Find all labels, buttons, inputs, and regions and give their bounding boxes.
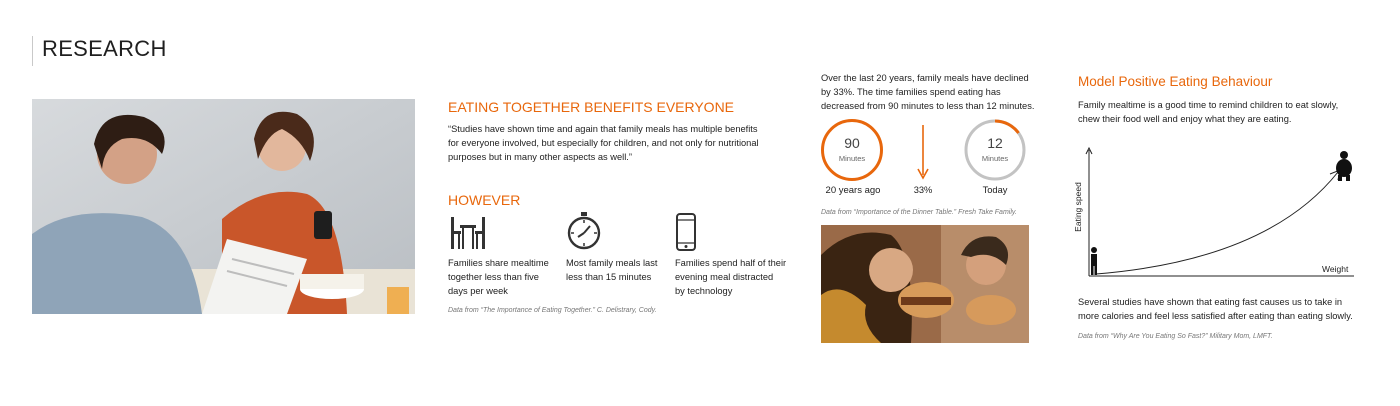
fact-mealtime	[448, 256, 563, 298]
behaviour-conclusion	[1078, 295, 1378, 323]
stopwatch-icon	[566, 211, 602, 256]
family-meal-photo	[32, 99, 415, 314]
quote-line: “Studies have shown time and again that family meals has multiple benefits	[448, 124, 758, 134]
x-axis-label: Weight	[1322, 264, 1349, 274]
eating-burger-photo	[821, 225, 1029, 343]
quote-line: purposes but in many other aspects as well.”	[448, 152, 632, 162]
eating-speed-chart	[1073, 142, 1358, 282]
dining-table-icon	[448, 215, 488, 256]
thin-person-icon	[1091, 247, 1097, 275]
conclusion-line: more calories and feel less satisfied after eating than eating slowly.	[1078, 311, 1353, 321]
smartphone-icon	[675, 212, 697, 257]
intro-line: Over the last 20 years, family meals have declined	[821, 73, 1029, 83]
fact-line: by technology	[675, 286, 733, 296]
fact-line: Families share mealtime	[448, 258, 549, 268]
speed-curve	[1096, 172, 1338, 274]
ring-then	[821, 119, 883, 181]
intro-line: Family mealtime is a good time to remind children to eat slowly,	[1078, 100, 1339, 110]
decline-intro	[821, 71, 1051, 113]
benefits-quote	[448, 122, 778, 164]
ring-unit: Minutes	[838, 154, 866, 163]
down-arrow-icon	[917, 125, 929, 186]
fact-technology	[675, 256, 800, 298]
intro-line: decreased from 90 minutes to less than 12 minutes.	[821, 101, 1035, 111]
page-title: RESEARCH	[42, 36, 167, 61]
fact-line: Families spend half of their	[675, 258, 787, 268]
fact-duration	[566, 256, 676, 284]
ring-now	[964, 119, 1026, 181]
fact-line: less than 15 minutes	[566, 272, 652, 282]
quote-line: for everyone involved, but especially for children, and not only for nutritional	[448, 138, 759, 148]
conclusion-line: Several studies have shown that eating fast causes us to take in	[1078, 297, 1343, 307]
decline-percent: 33%	[913, 185, 933, 195]
ring-unit: Minutes	[981, 154, 1009, 163]
however-heading: HOWEVER	[448, 192, 521, 208]
y-axis-label: Eating speed	[1073, 182, 1083, 232]
source-caption: Data from “Importance of the Dinner Table.” Fresh Take Family.	[821, 209, 1017, 216]
source-caption: Data from “The Importance of Eating Together.” C. Delistrary, Cody.	[448, 307, 657, 314]
fact-line: evening meal distracted	[675, 272, 774, 282]
ring-value: 90	[844, 135, 860, 151]
heavy-person-icon	[1336, 151, 1352, 181]
fact-line: Most family meals last	[566, 258, 658, 268]
title-divider	[32, 36, 33, 66]
intro-line: chew their food well and enjoy what they are eating.	[1078, 114, 1292, 124]
ring-value: 12	[987, 135, 1003, 151]
intro-line: by 33%. The time families spend eating has	[821, 87, 1001, 97]
source-caption: Data from “Why Are You Eating So Fast?” Military Mom, LMFT.	[1078, 333, 1273, 340]
ring-now-label: Today	[982, 185, 1008, 195]
behaviour-heading: Model Positive Eating Behaviour	[1078, 74, 1273, 89]
fact-line: together less than five	[448, 272, 539, 282]
behaviour-intro	[1078, 98, 1378, 126]
fact-line: days per week	[448, 286, 508, 296]
benefits-heading: EATING TOGETHER BENEFITS EVERYONE	[448, 99, 735, 115]
ring-then-label: 20 years ago	[825, 185, 881, 196]
